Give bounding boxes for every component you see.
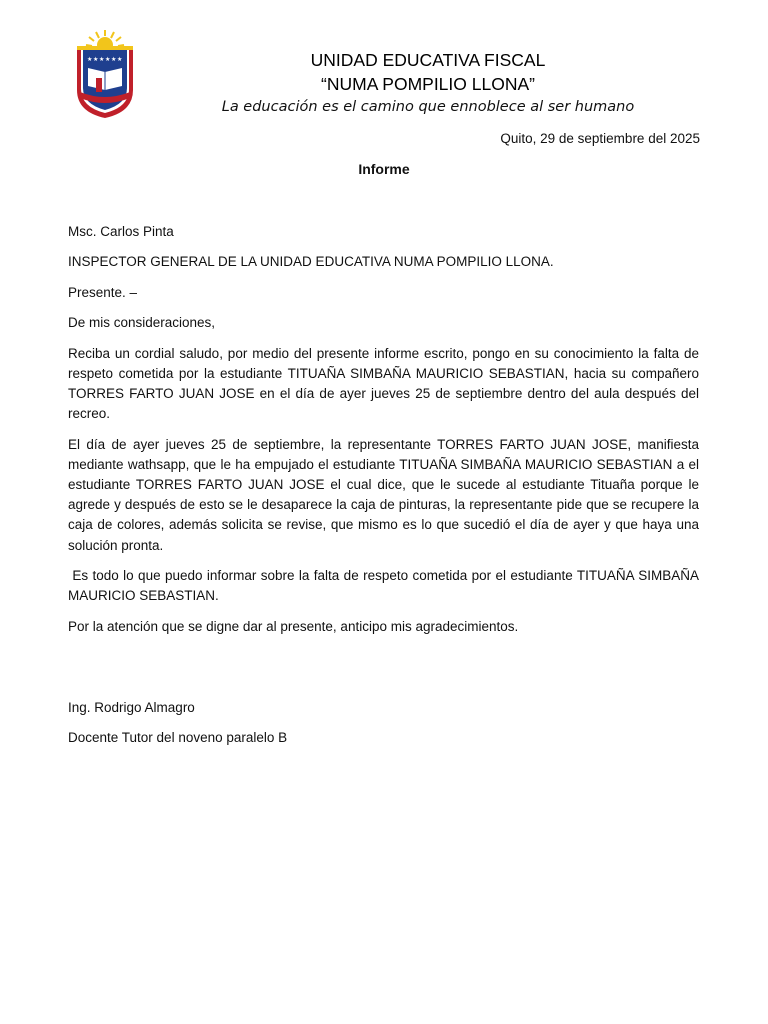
school-crest-icon xyxy=(72,28,138,120)
svg-text:★: ★ xyxy=(117,56,123,63)
document-title: Informe xyxy=(358,161,410,177)
svg-text:★: ★ xyxy=(111,56,117,63)
paragraph-2: El día de ayer jueves 25 de septiembre, la representante TORRES FARTO JUAN JOSE, manifiesta mediante wathsapp, que le ha empujado el estudiante TITUAÑA SIMBAÑA MAURICIO SEBASTIAN a el estudiante TORRES FARTO JUAN JOSE el cual dice, que le sucede al estudiante Tituaña porque le agrede y después de esto se le desaparece la caja de pinturas, la representante pide que se recupere la caja de colores, además solicita se revise, que mismo es lo que sucedió el día de ayer y que haya una solución pronta. xyxy=(68,436,699,553)
letter-date: Quito, 29 de septiembre del 2025 xyxy=(500,131,700,146)
greeting-line: De mis consideraciones, xyxy=(68,315,216,331)
paragraph-3: Es todo lo que puedo informar sobre la falta de respeto cometida por el estudiante TITUAÑA SIMBAÑA MAURICIO SEBASTIAN. xyxy=(68,567,703,604)
letterhead xyxy=(150,48,706,117)
school-name-line2: “NUMA POMPILIO LLONA” xyxy=(321,74,535,94)
paragraph-4: Por la atención que se digne dar al presente, anticipo mis agradecimientos. xyxy=(68,618,519,634)
letter-body xyxy=(68,222,703,759)
recipient-title: INSPECTOR GENERAL DE LA UNIDAD EDUCATIVA NUMA POMPILIO LLONA. xyxy=(68,254,554,270)
presente-line: Presente. – xyxy=(68,284,138,300)
school-name-line1: UNIDAD EDUCATIVA FISCAL xyxy=(310,50,546,70)
signature-spacer xyxy=(68,647,699,698)
paragraph-1: Reciba un cordial saludo, por medio del presente informe escrito, pongo en su conocimiento la falta de respeto cometida por la estudiante TITUAÑA SIMBAÑA MAURICIO SEBASTIAN, hacia su compañero TORRES FARTO JUAN JOSE en el día de ayer jueves 25 de septiembre dentro del aula después del recreo. xyxy=(68,345,699,422)
svg-text:★: ★ xyxy=(93,56,99,63)
signature-role: Docente Tutor del noveno paralelo B xyxy=(68,730,288,746)
svg-text:★: ★ xyxy=(105,56,111,63)
recipient-name: Msc. Carlos Pinta xyxy=(68,224,174,239)
svg-text:★: ★ xyxy=(87,56,93,63)
signature-name: Ing. Rodrigo Almagro xyxy=(68,699,195,715)
svg-text:★: ★ xyxy=(99,56,105,63)
school-motto: La educación es el camino que ennoblece al ser humano xyxy=(221,99,635,115)
